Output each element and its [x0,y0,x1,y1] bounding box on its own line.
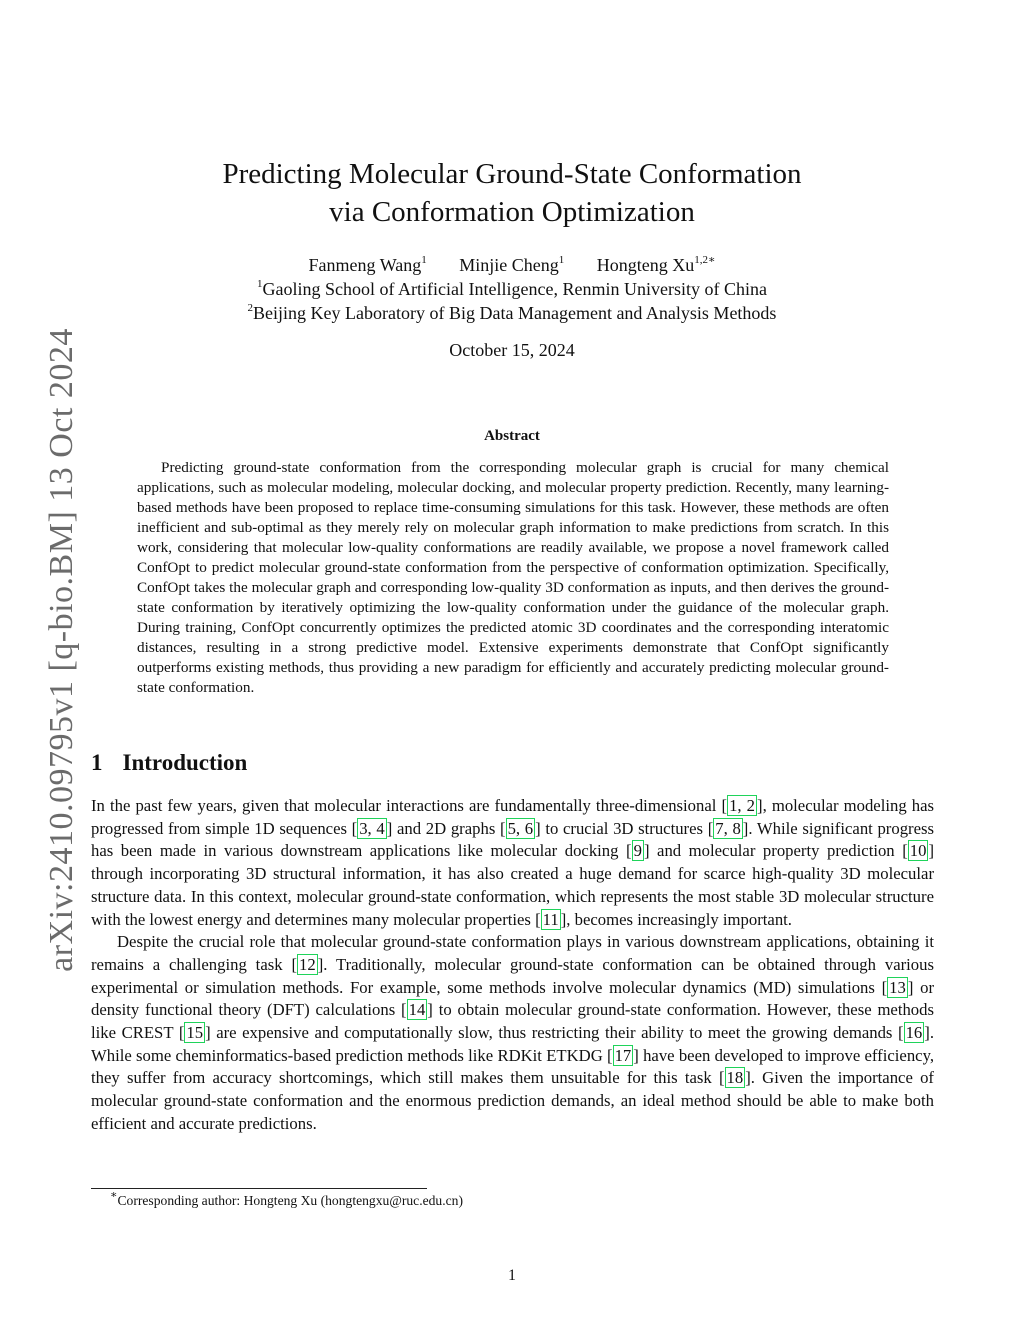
citation-link[interactable]: 12 [299,954,316,974]
author-name: Hongteng Xu [596,255,695,275]
title-line-1: Predicting Molecular Ground-State Conformation [222,158,802,190]
text-run: have been developed to improve efficiency, they suffer from accuracy shortcomings, which still makes them unsuitable for this task [91,1045,934,1088]
citation-link[interactable]: 5, 6 [507,818,534,838]
text-run: and 2D graphs [392,818,500,838]
affil-text: Gaoling School of Artificial Intelligence, Renmin University of China [262,279,767,299]
text-run: Despite the crucial role that molecular ground-state conformation plays in various downstream applications, obtaining it remains a challenging task [91,932,934,974]
text-run: to crucial 3D structures [540,818,708,838]
author-block [0,253,1024,325]
section-heading [91,750,247,776]
intro-paragraph-1: In the past few years, given that molecular interactions are fundamentally three-dimensional [ 1, 2 ], molecular modeling has progressed from simple 1D sequences [ 3, 4 ] and 2D graphs [ 5, 6 ] to crucial 3D structures [ 7, 8 ]. While significant progress has been made in various downstream applications like molecular docking [ 9 ] and molecular property prediction [ 10 ] through incorporating 3D structural information, it has also created a huge demand for scarce high-quality 3D molecular structure data. In this context, molecular ground-state conformation, which represents the most stable 3D molecular structure with the lowest energy and determines many molecular properties [ 11 ], becomes increasingly important. [91,796,935,929]
footnote [110,1189,463,1209]
author-affil-mark: 1 [421,254,427,266]
text-run: In the past few years, given that molecular interactions are fundamentally three-dimensional [91,796,722,815]
author-name: Fanmeng Wang [308,255,422,275]
affiliation-1 [0,277,1024,301]
affil-mark: 2 [247,302,254,314]
page-number: 1 [508,1267,516,1284]
intro-paragraph-2: Despite the crucial role that molecular ground-state conformation plays in various downstream applications, obtaining it remains a challenging task [ 12 ]. Traditionally, molecular ground-state conformation can be obtained through various experimental or simulation methods. For example, some methods involve molecular dynamics (MD) simulations [ 13 ] or density functional theory (DFT) calculations [ 14 ] to obtain molecular ground-state conformation. However, these methods like CREST [ 15 ] are expensive and computationally slow, thus restricting their ability to meet the growing demands [ 16 ]. While some cheminformatics-based prediction methods like RDKit ETKDG [ 17 ] have been developed to improve efficiency, they suffer from accuracy shortcomings, which still makes them unsuitable for this task [ 18 ]. Given the importance of molecular ground-state conformation and the enormous prediction demands, an ideal method should be able to make both efficient and accurate predictions. [91,932,935,1133]
author-3 [597,255,716,275]
citation-link[interactable]: 3, 4 [359,818,385,838]
text-run: . While some cheminformatics-based prediction methods like RDKit ETKDG [91,1023,934,1065]
text-run: to obtain molecular ground-state conformation. However, these methods like CREST [91,1000,934,1043]
author-2 [459,255,564,275]
abstract-body: Predicting ground-state conformation from the corresponding molecular graph is crucial for many chemical applications, such as molecular modeling, molecular docking, and molecular property prediction. Recently, many learning-based methods have been proposed to replace time-consuming simulations for this task. However, these methods are often inefficient and sub-optimal as they merely rely on molecular graph information to make predictions from scratch. In this work, considering that molecular low-quality conformations are readily available, we propose a novel framework called ConfOpt to predict molecular ground-state conformation from the perspective of conformation optimization. Specifically, ConfOpt takes the molecular graph and corresponding low-quality 3D conformation as inputs, and then derives the ground-state conformation by iteratively optimizing the low-quality conformation under the guidance of the molecular graph. During training, ConfOpt concurrently optimizes the predicted atomic 3D coordinates and the corresponding interatomic distances, resulting in a strong predictive model. Extensive experiments demonstrate that ConfOpt significantly outperforms existing methods, thus providing a new paradigm for efficiently and accurately predicting molecular ground-state conformation. [137,459,889,696]
citation-link[interactable]: 9 [633,841,642,861]
text-run: , molecular modeling has progressed from simple 1D sequences [91,796,935,838]
citation-link[interactable]: 7, 8 [715,818,741,838]
title-line-2: via Conformation Optimization [329,196,695,228]
citation-link[interactable]: 15 [186,1023,204,1043]
section-number: 1 [91,750,103,775]
abstract-heading: Abstract [484,428,540,444]
citation-link[interactable]: 14 [408,1000,426,1020]
footnote-mark: ∗ [110,1189,118,1202]
text-run: . Given the importance of molecular ground-state conformation and the enormous prediction demands, an ideal method should be able to make both efficient and accurate predictions. [91,1068,934,1133]
text-run: are expensive and computationally slow, thus restricting their ability to meet the growing demands [210,1023,898,1043]
affil-text: Beijing Key Laboratory of Big Data Management and Analysis Methods [253,303,777,323]
footnote-divider [91,1188,427,1189]
author-affil-mark: 1 [558,254,565,266]
affil-mark: 1 [257,278,263,290]
text-run: through incorporating 3D structural information, it has also created a huge demand for scarce high-quality 3D molecular structure data. In this context, molecular ground-state conformation, which represents the most stable 3D molecular structure with the lowest energy and determines many molecular properties [91,864,934,929]
citation-link[interactable]: 1, 2 [729,796,756,815]
paper-date: October 15, 2024 [449,340,575,360]
citation-link[interactable]: 13 [889,977,906,997]
text-run: . Traditionally, molecular ground-state conformation can be obtained through various experimental or simulation methods. For example, some methods involve molecular dynamics (MD) simulations [91,954,934,997]
paper-title [0,155,1024,231]
section-title: Introduction [122,750,248,775]
citation-link[interactable]: 11 [542,909,559,929]
intro-body [91,795,934,1136]
arxiv-stamp: arXiv:2410.09795v1 [q-bio.BM] 13 Oct 2024 [43,328,80,972]
text-run: , becomes increasingly important. [566,909,792,929]
author-name: Minjie Cheng [459,255,559,275]
citation-link[interactable]: 17 [614,1045,632,1065]
text-run: and molecular property prediction [649,841,903,861]
author-1 [309,255,427,275]
author-list [0,253,1024,277]
affiliation-2 [0,301,1024,325]
citation-link[interactable]: 16 [905,1023,923,1043]
text-run: or density functional theory (DFT) calculations [91,977,935,1020]
citation-link[interactable]: 18 [726,1068,744,1088]
footnote-text: Corresponding author: Hongteng Xu (hongtengxu@ruc.edu.cn) [117,1193,463,1208]
text-run: . While significant progress has been made in various downstream applications like molecular docking [91,818,935,861]
citation-link[interactable]: 10 [909,841,927,861]
author-affil-mark: 1,2∗ [694,254,716,266]
